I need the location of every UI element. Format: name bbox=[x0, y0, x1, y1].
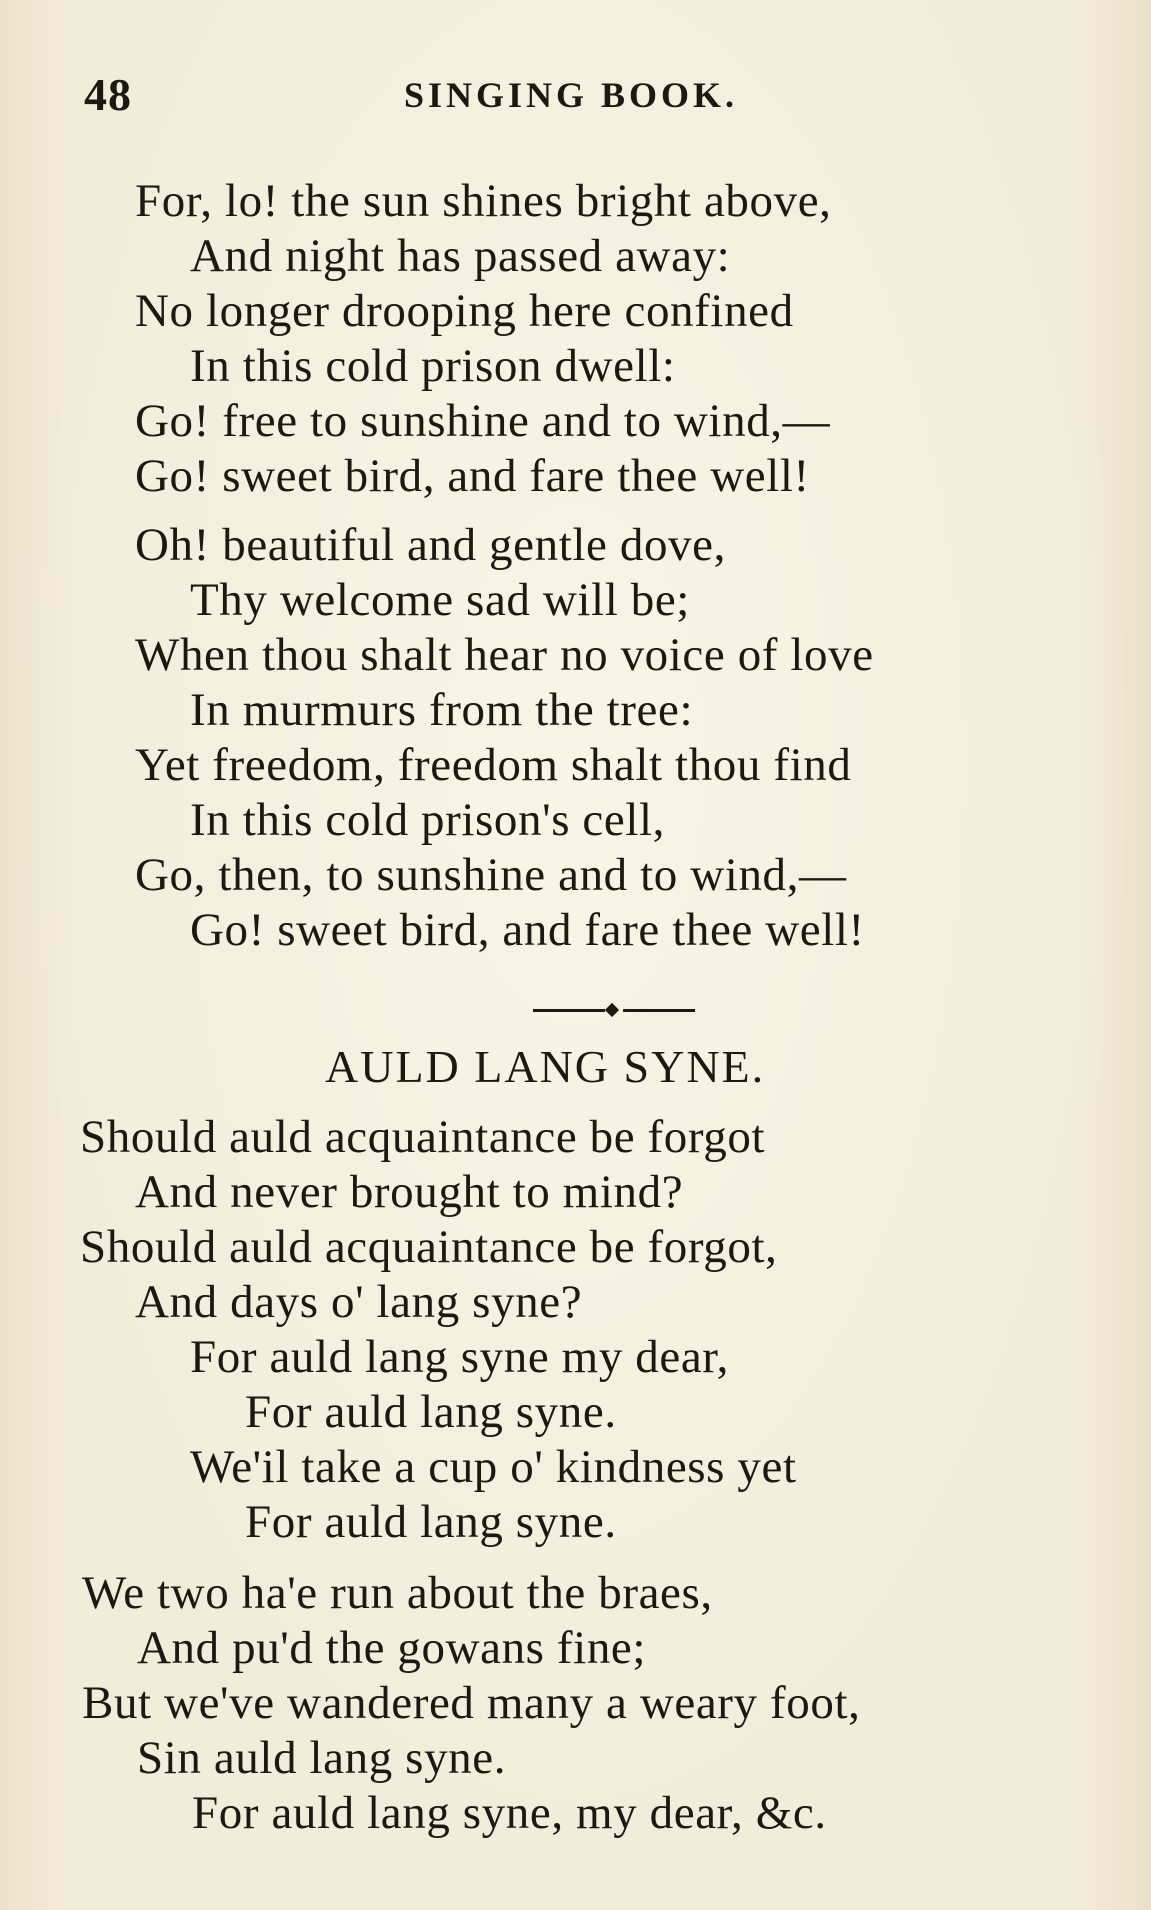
verse-line: We'il take a cup o' kindness yet bbox=[190, 1441, 797, 1493]
running-head: SINGING BOOK. bbox=[404, 75, 739, 115]
verse-line: Should auld acquaintance be forgot, bbox=[80, 1221, 778, 1273]
verse-line: When thou shalt hear no voice of love bbox=[135, 629, 874, 681]
verse-line: Oh! beautiful and gentle dove, bbox=[135, 519, 726, 571]
verse-line: No longer drooping here confined bbox=[135, 285, 794, 337]
verse-line: But we've wandered many a weary foot, bbox=[82, 1677, 861, 1729]
divider-rule-left bbox=[533, 1009, 605, 1012]
verse-line: Should auld acquaintance be forgot bbox=[80, 1111, 766, 1163]
verse-line: In this cold prison dwell: bbox=[190, 340, 676, 392]
verse-line: Go, then, to sunshine and to wind,— bbox=[135, 849, 847, 901]
verse-line: For auld lang syne, my dear, &c. bbox=[192, 1787, 827, 1839]
verse-line: Sin auld lang syne. bbox=[137, 1732, 507, 1784]
verse-line: Go! free to sunshine and to wind,— bbox=[135, 395, 831, 447]
verse-line: Yet freedom, freedom shalt thou find bbox=[135, 739, 852, 791]
verse-line: Thy welcome sad will be; bbox=[190, 574, 690, 626]
verse-line: For auld lang syne. bbox=[245, 1496, 617, 1548]
verse-line: Go! sweet bird, and fare thee well! bbox=[135, 450, 810, 502]
verse-line: Go! sweet bird, and fare thee well! bbox=[190, 904, 865, 956]
verse-line: For auld lang syne. bbox=[245, 1386, 617, 1438]
section-divider bbox=[533, 1006, 695, 1016]
divider-diamond-ornament bbox=[605, 1003, 619, 1017]
verse-line: For, lo! the sun shines bright above, bbox=[135, 175, 832, 227]
page-number: 48 bbox=[84, 69, 132, 120]
verse-line: And days o' lang syne? bbox=[135, 1276, 583, 1328]
verse-line: And never brought to mind? bbox=[135, 1166, 684, 1218]
verse-line: And pu'd the gowans fine; bbox=[137, 1622, 647, 1674]
song-title: AULD LANG SYNE. bbox=[325, 1041, 766, 1092]
verse-line: In murmurs from the tree: bbox=[190, 684, 694, 736]
verse-line: And night has passed away: bbox=[190, 230, 731, 282]
verse-line: For auld lang syne my dear, bbox=[190, 1331, 730, 1383]
page-header bbox=[84, 68, 804, 118]
divider-rule-right bbox=[623, 1009, 695, 1012]
verse-line: We two ha'e run about the braes, bbox=[82, 1567, 713, 1619]
verse-line: In this cold prison's cell, bbox=[190, 794, 666, 846]
